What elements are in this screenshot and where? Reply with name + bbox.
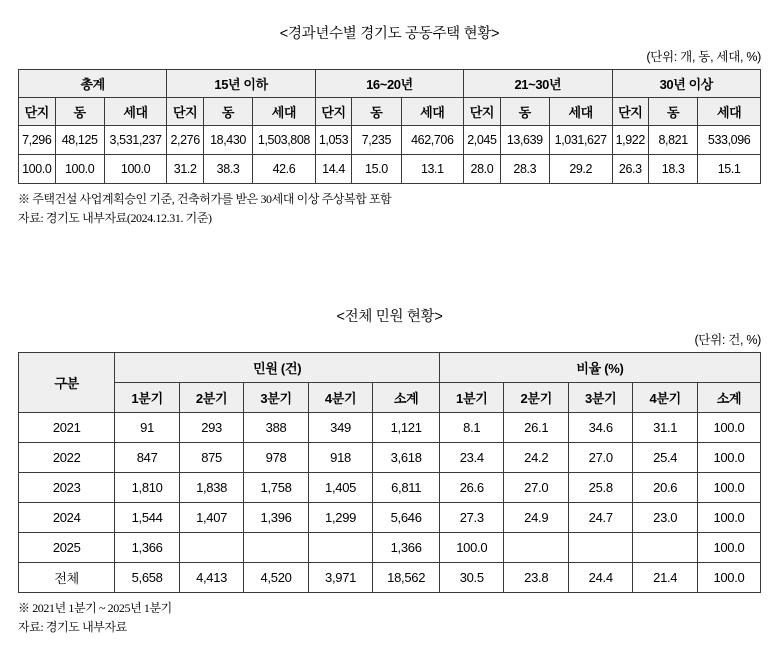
row-label: 2022 bbox=[19, 443, 115, 473]
sub-header-complex-1: 단지 bbox=[19, 98, 56, 126]
sub-header-q4-ratio: 4분기 bbox=[633, 383, 697, 413]
cell bbox=[244, 533, 308, 563]
sub-header-building-2: 동 bbox=[203, 98, 252, 126]
cell: 25.4 bbox=[633, 443, 697, 473]
group-header-total: 총계 bbox=[19, 70, 167, 98]
cell: 23.0 bbox=[633, 503, 697, 533]
section2-title: <전체 민원 현황> bbox=[336, 309, 443, 326]
table-row bbox=[19, 155, 761, 184]
cell: 1,366 bbox=[373, 533, 440, 563]
cell: 2,276 bbox=[167, 126, 204, 155]
row-label: 2024 bbox=[19, 503, 115, 533]
cell: 1,922 bbox=[612, 126, 649, 155]
section2-unit-label: (단위: 건, %) bbox=[694, 333, 761, 348]
section-apartment-status bbox=[18, 22, 761, 227]
cell: 3,971 bbox=[308, 563, 372, 593]
cell: 1,503,808 bbox=[253, 126, 316, 155]
section-complaint-status bbox=[18, 305, 761, 636]
cell: 847 bbox=[115, 443, 179, 473]
cell: 100.0 bbox=[19, 155, 56, 184]
complaint-status-table bbox=[18, 352, 761, 593]
group-header-over30: 30년 이상 bbox=[612, 70, 761, 98]
cell: 5,658 bbox=[115, 563, 179, 593]
table-row bbox=[19, 443, 761, 473]
section2-note-2: 자료: 경기도 내부자료 bbox=[18, 619, 127, 634]
cell: 3,531,237 bbox=[104, 126, 167, 155]
section1-title: <경과년수별 경기도 공동주택 현황> bbox=[279, 26, 500, 42]
document-page bbox=[0, 22, 779, 654]
cell: 18,562 bbox=[373, 563, 440, 593]
sub-header-household-2: 세대 bbox=[253, 98, 316, 126]
cell: 100.0 bbox=[697, 563, 760, 593]
table-group-header-row bbox=[19, 353, 761, 383]
cell: 293 bbox=[179, 413, 243, 443]
cell: 875 bbox=[179, 443, 243, 473]
cell: 7,296 bbox=[19, 126, 56, 155]
cell: 18,430 bbox=[203, 126, 252, 155]
section2-note-1: ※ 2021년 1분기 ~ 2025년 1분기 bbox=[18, 601, 172, 616]
sub-header-q1-ratio: 1분기 bbox=[440, 383, 504, 413]
row-label: 2023 bbox=[19, 473, 115, 503]
cell: 100.0 bbox=[440, 533, 504, 563]
cell: 31.1 bbox=[633, 413, 697, 443]
cell: 91 bbox=[115, 413, 179, 443]
cell: 13.1 bbox=[401, 155, 464, 184]
sub-header-subtotal-count: 소계 bbox=[373, 383, 440, 413]
table-row bbox=[19, 563, 761, 593]
cell: 13,639 bbox=[500, 126, 549, 155]
cell bbox=[633, 533, 697, 563]
cell: 24.9 bbox=[504, 503, 568, 533]
cell: 100.0 bbox=[697, 503, 760, 533]
cell bbox=[568, 533, 632, 563]
cell: 100.0 bbox=[697, 533, 760, 563]
cell: 26.1 bbox=[504, 413, 568, 443]
row-label-total: 전체 bbox=[19, 563, 115, 593]
cell: 18.3 bbox=[649, 155, 698, 184]
cell: 24.7 bbox=[568, 503, 632, 533]
cell: 4,413 bbox=[179, 563, 243, 593]
cell: 4,520 bbox=[244, 563, 308, 593]
cell: 388 bbox=[244, 413, 308, 443]
table-row bbox=[19, 473, 761, 503]
table-sub-header-row bbox=[19, 98, 761, 126]
section1-notes bbox=[18, 190, 761, 227]
cell: 15.1 bbox=[698, 155, 761, 184]
cell bbox=[308, 533, 372, 563]
cell: 100.0 bbox=[697, 473, 760, 503]
cell: 27.0 bbox=[568, 443, 632, 473]
cell: 100.0 bbox=[697, 413, 760, 443]
cell: 23.8 bbox=[504, 563, 568, 593]
cell: 27.3 bbox=[440, 503, 504, 533]
cell: 1,407 bbox=[179, 503, 243, 533]
table-row bbox=[19, 503, 761, 533]
cell: 8,821 bbox=[649, 126, 698, 155]
cell: 533,096 bbox=[698, 126, 761, 155]
apartment-status-table bbox=[18, 69, 761, 184]
cell: 20.6 bbox=[633, 473, 697, 503]
sub-header-q4-count: 4분기 bbox=[308, 383, 372, 413]
cell: 28.3 bbox=[500, 155, 549, 184]
sub-header-complex-2: 단지 bbox=[167, 98, 204, 126]
header-category: 구분 bbox=[19, 353, 115, 413]
sub-header-household-4: 세대 bbox=[549, 98, 612, 126]
sub-header-q3-ratio: 3분기 bbox=[568, 383, 632, 413]
cell: 29.2 bbox=[549, 155, 612, 184]
group-header-under15: 15년 이하 bbox=[167, 70, 315, 98]
cell: 1,396 bbox=[244, 503, 308, 533]
cell: 1,810 bbox=[115, 473, 179, 503]
sub-header-household-1: 세대 bbox=[104, 98, 167, 126]
row-label: 2021 bbox=[19, 413, 115, 443]
row-label: 2025 bbox=[19, 533, 115, 563]
table-group-header-row bbox=[19, 70, 761, 98]
cell: 100.0 bbox=[697, 443, 760, 473]
group-header-21to30: 21~30년 bbox=[464, 70, 612, 98]
sub-header-q3-count: 3분기 bbox=[244, 383, 308, 413]
cell bbox=[179, 533, 243, 563]
cell: 2,045 bbox=[464, 126, 501, 155]
sub-header-complex-4: 단지 bbox=[464, 98, 501, 126]
section1-note-1: ※ 주택건설 사업계획승인 기준, 건축허가를 받은 30세대 이상 주상복합 포함 bbox=[18, 192, 392, 206]
cell: 8.1 bbox=[440, 413, 504, 443]
cell: 1,758 bbox=[244, 473, 308, 503]
cell: 1,544 bbox=[115, 503, 179, 533]
cell: 1,366 bbox=[115, 533, 179, 563]
sub-header-household-5: 세대 bbox=[698, 98, 761, 126]
section1-note-2: 자료: 경기도 내부자료(2024.12.31. 기준) bbox=[18, 210, 212, 225]
cell: 25.8 bbox=[568, 473, 632, 503]
cell: 15.0 bbox=[352, 155, 401, 184]
cell: 7,235 bbox=[352, 126, 401, 155]
cell: 462,706 bbox=[401, 126, 464, 155]
cell: 1,299 bbox=[308, 503, 372, 533]
cell: 21.4 bbox=[633, 563, 697, 593]
cell: 23.4 bbox=[440, 443, 504, 473]
table-row bbox=[19, 413, 761, 443]
group-header-ratios: 비율 (%) bbox=[440, 353, 761, 383]
table-sub-header-row bbox=[19, 383, 761, 413]
cell: 24.4 bbox=[568, 563, 632, 593]
cell: 1,031,627 bbox=[549, 126, 612, 155]
cell: 1,121 bbox=[373, 413, 440, 443]
cell: 30.5 bbox=[440, 563, 504, 593]
cell: 100.0 bbox=[55, 155, 104, 184]
table-row bbox=[19, 533, 761, 563]
cell: 27.0 bbox=[504, 473, 568, 503]
table-row bbox=[19, 126, 761, 155]
sub-header-building-4: 동 bbox=[500, 98, 549, 126]
cell: 1,053 bbox=[315, 126, 352, 155]
sub-header-q2-ratio: 2분기 bbox=[504, 383, 568, 413]
sub-header-subtotal-ratio: 소계 bbox=[697, 383, 760, 413]
cell bbox=[504, 533, 568, 563]
cell: 34.6 bbox=[568, 413, 632, 443]
cell: 1,405 bbox=[308, 473, 372, 503]
cell: 978 bbox=[244, 443, 308, 473]
sub-header-complex-5: 단지 bbox=[612, 98, 649, 126]
section1-unit-label: (단위: 개, 동, 세대, %) bbox=[646, 50, 761, 64]
group-header-counts: 민원 (건) bbox=[115, 353, 440, 383]
cell: 349 bbox=[308, 413, 372, 443]
cell: 100.0 bbox=[104, 155, 167, 184]
sub-header-household-3: 세대 bbox=[401, 98, 464, 126]
cell: 5,646 bbox=[373, 503, 440, 533]
cell: 14.4 bbox=[315, 155, 352, 184]
sub-header-q2-count: 2분기 bbox=[179, 383, 243, 413]
sub-header-building-5: 동 bbox=[649, 98, 698, 126]
cell: 6,811 bbox=[373, 473, 440, 503]
sub-header-building-3: 동 bbox=[352, 98, 401, 126]
cell: 31.2 bbox=[167, 155, 204, 184]
sub-header-q1-count: 1분기 bbox=[115, 383, 179, 413]
section2-notes bbox=[18, 599, 761, 636]
sub-header-building-1: 동 bbox=[55, 98, 104, 126]
cell: 918 bbox=[308, 443, 372, 473]
cell: 1,838 bbox=[179, 473, 243, 503]
cell: 26.3 bbox=[612, 155, 649, 184]
cell: 24.2 bbox=[504, 443, 568, 473]
cell: 38.3 bbox=[203, 155, 252, 184]
group-header-16to20: 16~20년 bbox=[315, 70, 463, 98]
cell: 42.6 bbox=[253, 155, 316, 184]
sub-header-complex-3: 단지 bbox=[315, 98, 352, 126]
cell: 26.6 bbox=[440, 473, 504, 503]
cell: 3,618 bbox=[373, 443, 440, 473]
cell: 48,125 bbox=[55, 126, 104, 155]
cell: 28.0 bbox=[464, 155, 501, 184]
